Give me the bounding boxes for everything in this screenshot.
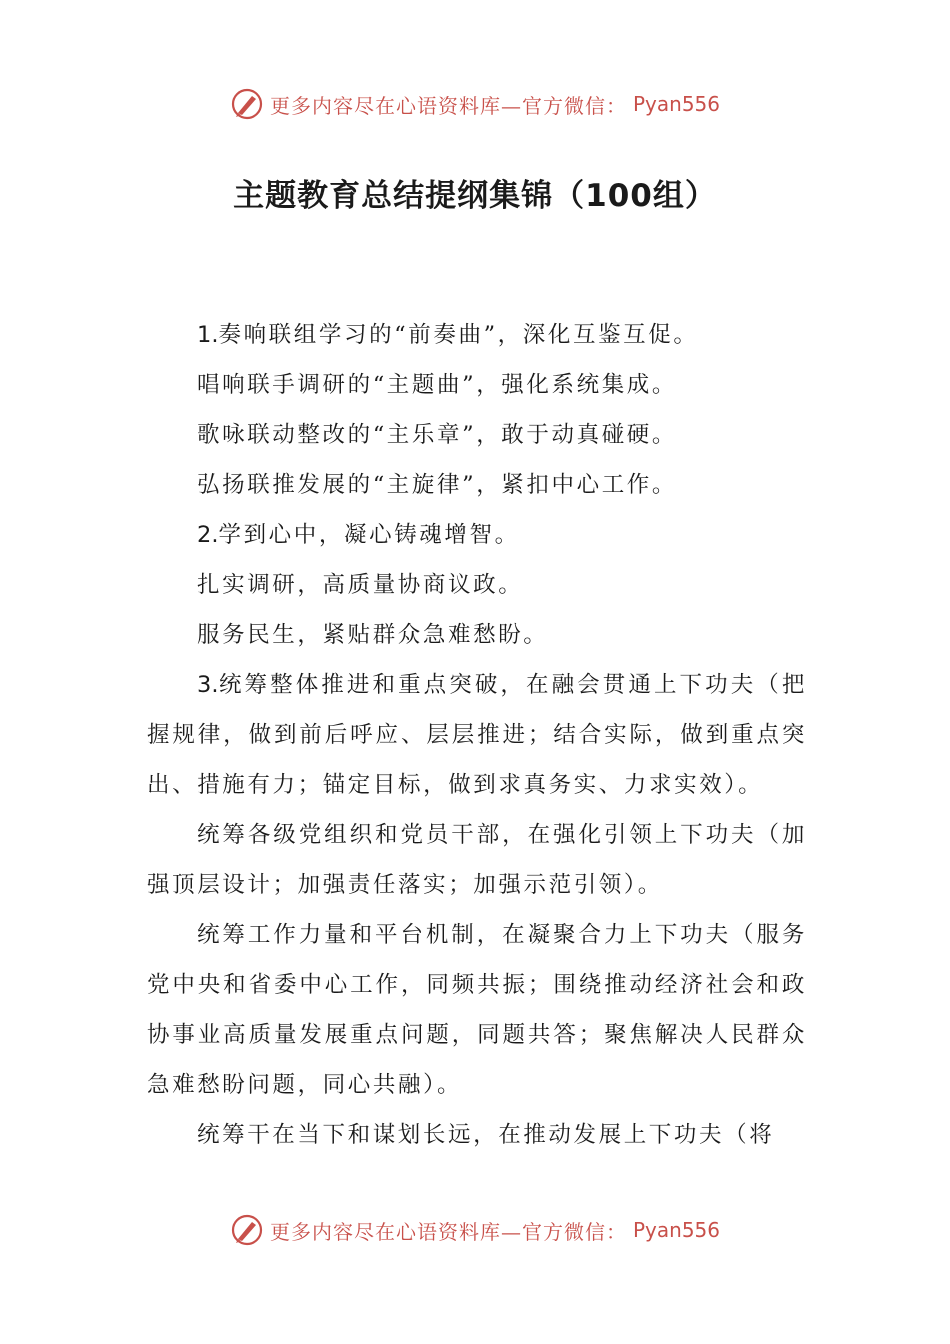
watermark-text: 更多内容尽在心语资料库—官方微信： [269,93,627,118]
page-title: 主题教育总结提纲集锦（100组） [233,178,717,214]
paragraph [147,510,807,560]
document-body [147,310,807,1160]
paragraph [147,660,807,810]
paragraph [147,910,807,1110]
paragraph-text: 弘扬联推发展的“主旋律”，紧扣中心工作。 [197,472,678,498]
paragraph-number: 2. [197,522,219,548]
paragraph-text: 统筹干在当下和谋划长远，在推动发展上下功夫（将 [197,1122,775,1148]
watermark-text: 更多内容尽在心语资料库—官方微信： [269,1219,627,1244]
paragraph-text: 服务民生，紧贴群众急难愁盼。 [197,622,549,648]
paragraph [147,810,807,910]
paragraph [147,610,807,660]
paragraph-number: 1. [197,322,219,348]
watermark-wechat-id: Pyan556 [632,1218,720,1242]
watermark-footer [0,1210,950,1250]
paragraph-text: 歌咏联动整改的“主乐章”，敢于动真碰硬。 [197,422,678,448]
paragraph [147,560,807,610]
paragraph [147,360,807,410]
paragraph-text: 奏响联组学习的“前奏曲”，深化互鉴互促。 [218,322,699,348]
paragraph-text: 学到心中，凝心铸魂增智。 [218,522,520,548]
paragraph-text: 统筹工作力量和平台机制，在凝聚合力上下功夫（服务党中央和省委中心工作，同频共振；围绕推动经济社会和政协事业高质量发展重点问题，同题共答；聚焦解决人民群众急难愁盼问题，同心共融）。 [147,922,807,1098]
pen-logo-icon [230,87,264,121]
paragraph-text: 统筹各级党组织和党员干部，在强化引领上下功夫（加强顶层设计；加强责任落实；加强示范引领）。 [147,822,807,898]
paragraph [147,410,807,460]
paragraph-number: 3. [197,672,219,698]
paragraph-text: 唱响联手调研的“主题曲”，强化系统集成。 [197,372,678,398]
pen-logo-icon [230,1213,264,1247]
paragraph [147,1110,807,1160]
paragraph-text: 扎实调研，高质量协商议政。 [197,572,524,598]
paragraph [147,310,807,360]
watermark-wechat-id: Pyan556 [632,92,720,116]
watermark-header [0,84,950,124]
paragraph-text: 统筹整体推进和重点突破，在融会贯通上下功夫（把握规律，做到前后呼应、层层推进；结合实际，做到重点突出、措施有力；锚定目标，做到求真务实、力求实效）。 [147,672,807,798]
paragraph [147,460,807,510]
